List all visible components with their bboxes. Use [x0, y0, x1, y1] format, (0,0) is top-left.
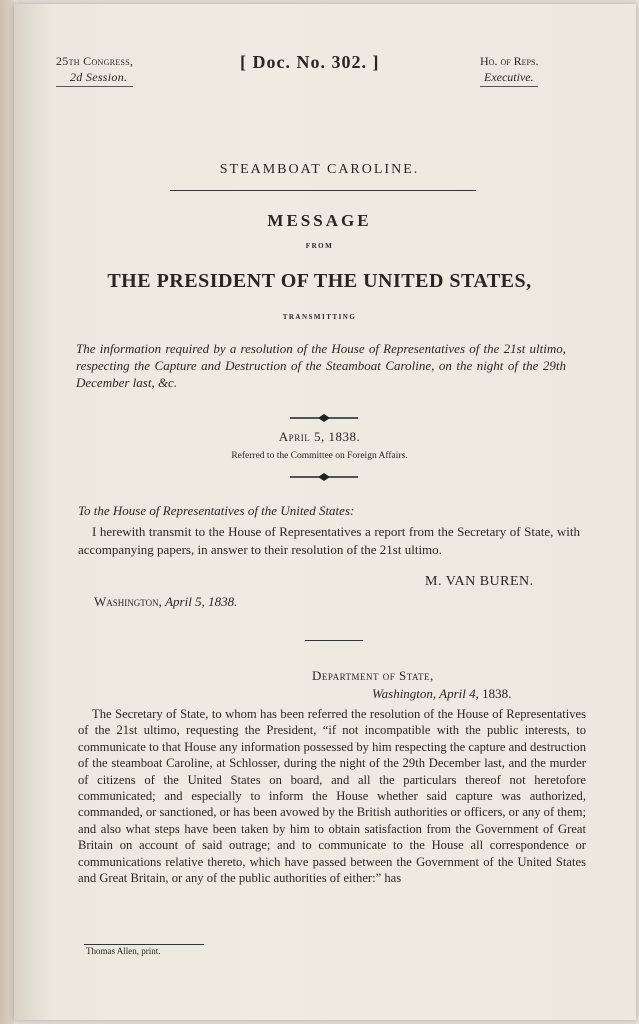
congress-label: 25th Congress, — [56, 54, 134, 68]
address-line: To the House of Representatives of the United States: — [78, 503, 355, 518]
message-date: April 5, 1838. — [278, 429, 361, 444]
printer-note: Thomas Allen, print. — [86, 946, 161, 956]
place-date-2 — [372, 686, 511, 702]
letter-body: I herewith transmit to the House of Representatives a report from the Secretary of State, with accompanying papers, in answer to their resolution of the 21st ultimo. — [78, 524, 580, 557]
place-1: Washington, — [94, 594, 162, 609]
place-date-1 — [94, 594, 237, 610]
house-label: Ho. of Reps. — [480, 54, 539, 68]
ornament-divider-2 — [290, 471, 358, 483]
transmitting-label: TRANSMITTING — [282, 313, 357, 321]
place-2: Washington, April 4, — [372, 686, 479, 701]
document-title: STEAMBOAT CAROLINE. — [219, 162, 420, 177]
section-rule — [305, 640, 363, 641]
message-heading: MESSAGE — [267, 211, 372, 230]
president-heading: THE PRESIDENT OF THE UNITED STATES, — [107, 270, 532, 292]
referred-note: Referred to the Committee on Foreign Affairs. — [231, 451, 408, 461]
branch-label: Executive. — [480, 69, 538, 87]
house-header — [480, 53, 538, 87]
ornament-divider-1 — [290, 412, 358, 424]
title-rule — [170, 190, 476, 191]
document-number: [ Doc. No. 302. ] — [240, 52, 380, 72]
printer-rule — [84, 944, 204, 945]
session-label: 2d Session. — [56, 69, 133, 87]
congress-session-header — [56, 53, 133, 87]
page-edge — [0, 0, 14, 1024]
report-body: The Secretary of State, to whom has been referred the resolution of the House of Representatives of the 21st ultimo, requesting the President, “if not incompatible with the public interests, to communicate to that House any information possessed by him respecting the capture and destruction of the steamboat Caroline, at Schlosser, during the night of the 29th December last, and the murder of citizens of the United States on board, and all the particulars thereof not heretofore communicated; and especially to inform the House whether said capture was authorized, commanded, or sanctioned, or has been avowed by the British authorities or officers, or any of them; and also what steps have been taken by him to obtain satisfaction from the Government of Great Britain on account of said outrage; and to communicate to the House all correspondence or communications relative thereto, which have passed between the Government of the United States and Great Britain, or any of the public authorities of either:” has — [78, 707, 586, 886]
year-2: 1838. — [482, 686, 512, 701]
from-label: FROM — [305, 242, 334, 250]
signature: M. VAN BUREN. — [425, 574, 534, 589]
date-1: April 5, 1838. — [165, 594, 238, 609]
department-heading: Department of State, — [312, 668, 434, 683]
description-text: The information required by a resolution of the House of Representatives of the 21st ultimo, respecting the Capture and Destruction of the Steamboat Caroline, on the night of the 29th December last, &c. — [76, 341, 566, 390]
